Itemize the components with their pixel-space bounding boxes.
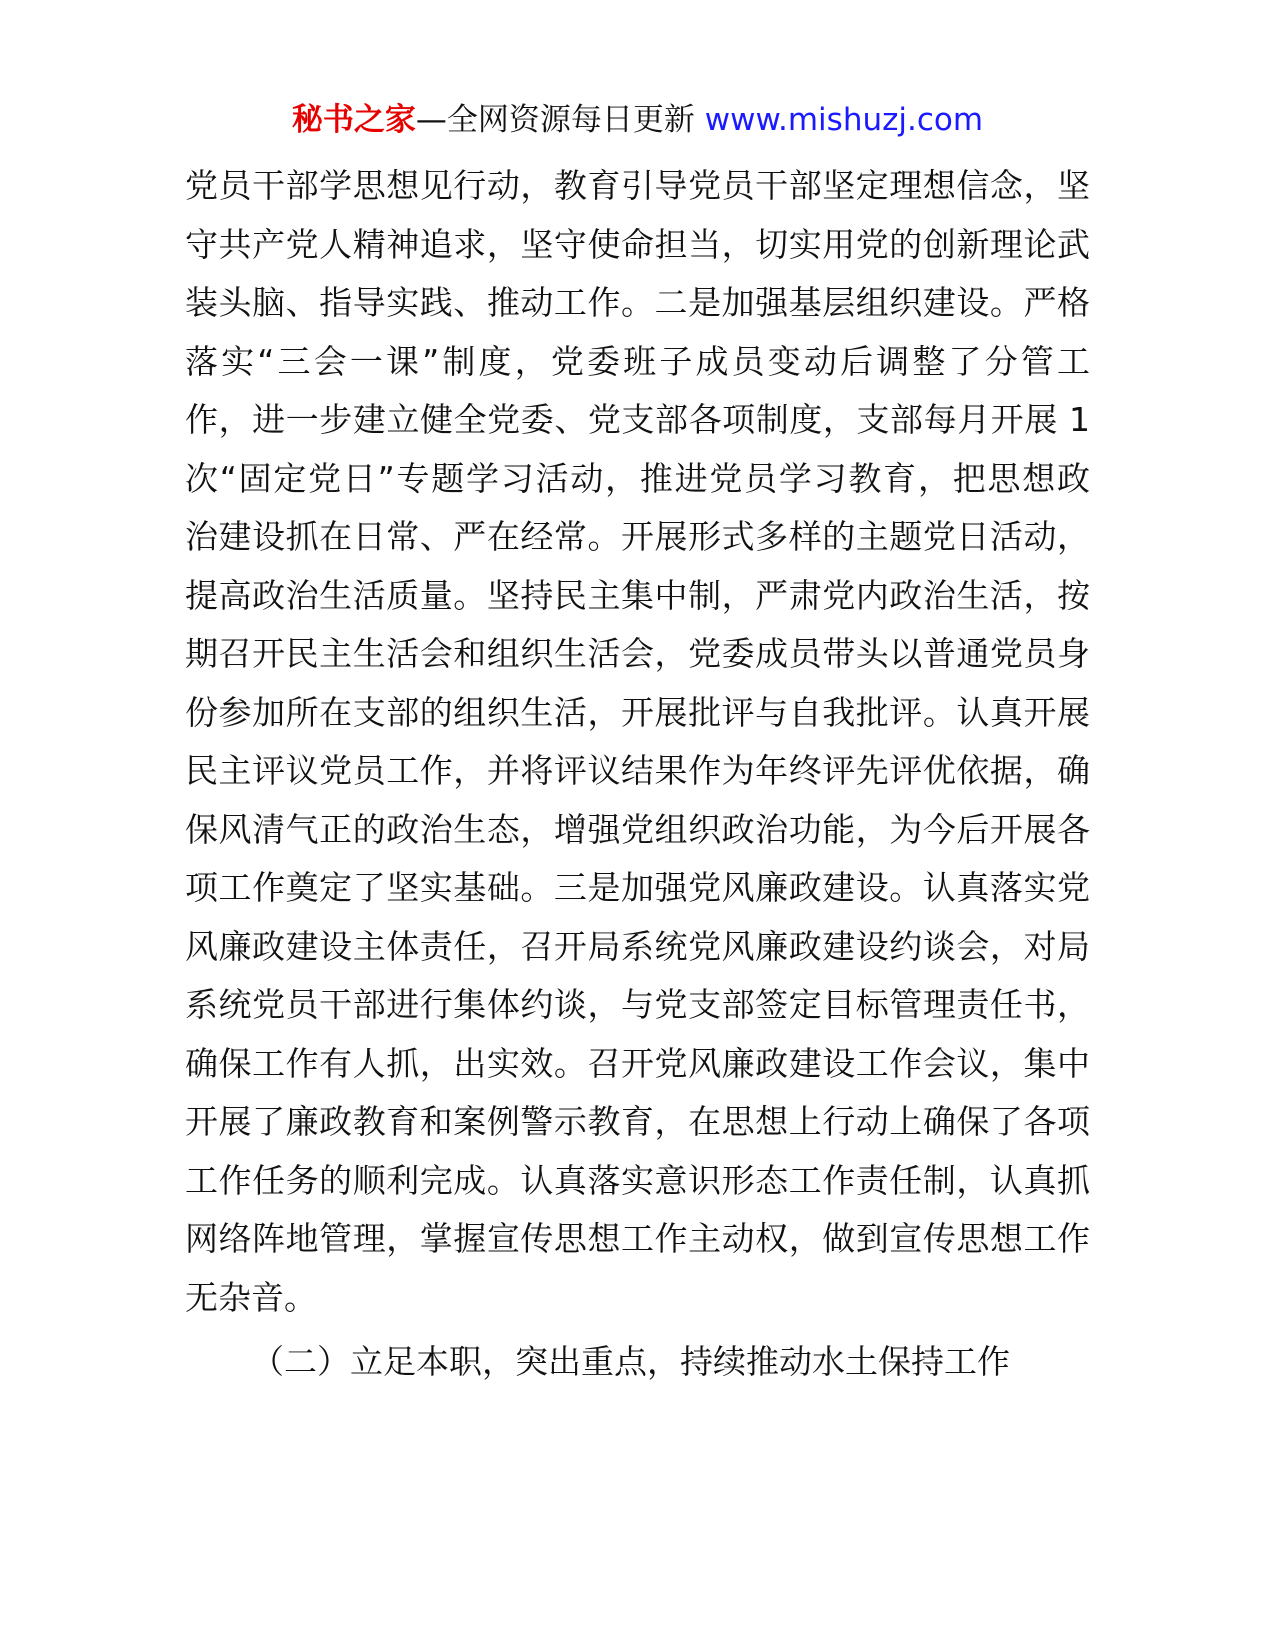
paragraph-line: 装头脑、指导实践、推动工作。二是加强基层组织建设。严格 bbox=[185, 283, 1090, 322]
paragraph-line: 提高政治生活质量。坚持民主集中制，严肃党内政治生活，按 bbox=[185, 575, 1090, 615]
paragraph-line: 风廉政建设主体责任，召开局系统党风廉政建设约谈会，对局 bbox=[185, 926, 1090, 966]
header-tagline: —全网资源每日更新 bbox=[415, 102, 695, 138]
paragraph-line: 网络阵地管理，掌握宣传思想工作主动权，做到宣传思想工作 bbox=[185, 1219, 1090, 1258]
paragraph-line: 党员干部学思想见行动，教育引导党员干部坚定理想信念，坚 bbox=[185, 166, 1090, 205]
brand-name: 秘书之家 bbox=[291, 102, 416, 138]
section-subheading: （二）立足本职，突出重点，持续推动水土保持工作 bbox=[251, 1342, 1010, 1381]
paragraph-line: 项工作奠定了坚实基础。三是加强党风廉政建设。认真落实党 bbox=[185, 868, 1090, 907]
paragraph-line: 开展了廉政教育和案例警示教育，在思想上行动上确保了各项 bbox=[185, 1102, 1090, 1141]
paragraph-line: 期召开民主生活会和组织生活会，党委成员带头以普通党员身 bbox=[185, 634, 1090, 673]
page-header bbox=[0, 98, 1275, 142]
paragraph-line: 保风清气正的政治生态，增强党组织政治功能，为今后开展各 bbox=[185, 809, 1090, 849]
site-url-link[interactable]: www.mishuzj.com bbox=[704, 102, 984, 138]
paragraph-line: 无杂音。 bbox=[185, 1277, 317, 1317]
paragraph-line: 治建设抓在日常、严在经常。开展形式多样的主题党日活动， bbox=[185, 517, 1090, 556]
paragraph-line: 确保工作有人抓，出实效。召开党风廉政建设工作会议，集中 bbox=[185, 1043, 1090, 1083]
paragraph-line: 系统党员干部进行集体约谈，与党支部签定目标管理责任书， bbox=[185, 985, 1090, 1024]
paragraph-line: 落实“三会一课”制度，党委班子成员变动后调整了分管工 bbox=[185, 341, 1090, 381]
paragraph-line: 守共产党人精神追求，坚守使命担当，切实用党的创新理论武 bbox=[185, 224, 1090, 264]
paragraph-line: 民主评议党员工作，并将评议结果作为年终评先评优依据，确 bbox=[185, 751, 1090, 790]
paragraph-line: 份参加所在支部的组织生活，开展批评与自我批评。认真开展 bbox=[185, 692, 1090, 732]
paragraph-line: 作，进一步建立健全党委、党支部各项制度，支部每月开展 1 bbox=[185, 400, 1090, 439]
body-paragraph bbox=[185, 157, 1090, 1327]
paragraph-line: 工作任务的顺利完成。认真落实意识形态工作责任制，认真抓 bbox=[185, 1160, 1090, 1200]
paragraph-line: 次“固定党日”专题学习活动，推进党员学习教育，把思想政 bbox=[185, 458, 1090, 498]
